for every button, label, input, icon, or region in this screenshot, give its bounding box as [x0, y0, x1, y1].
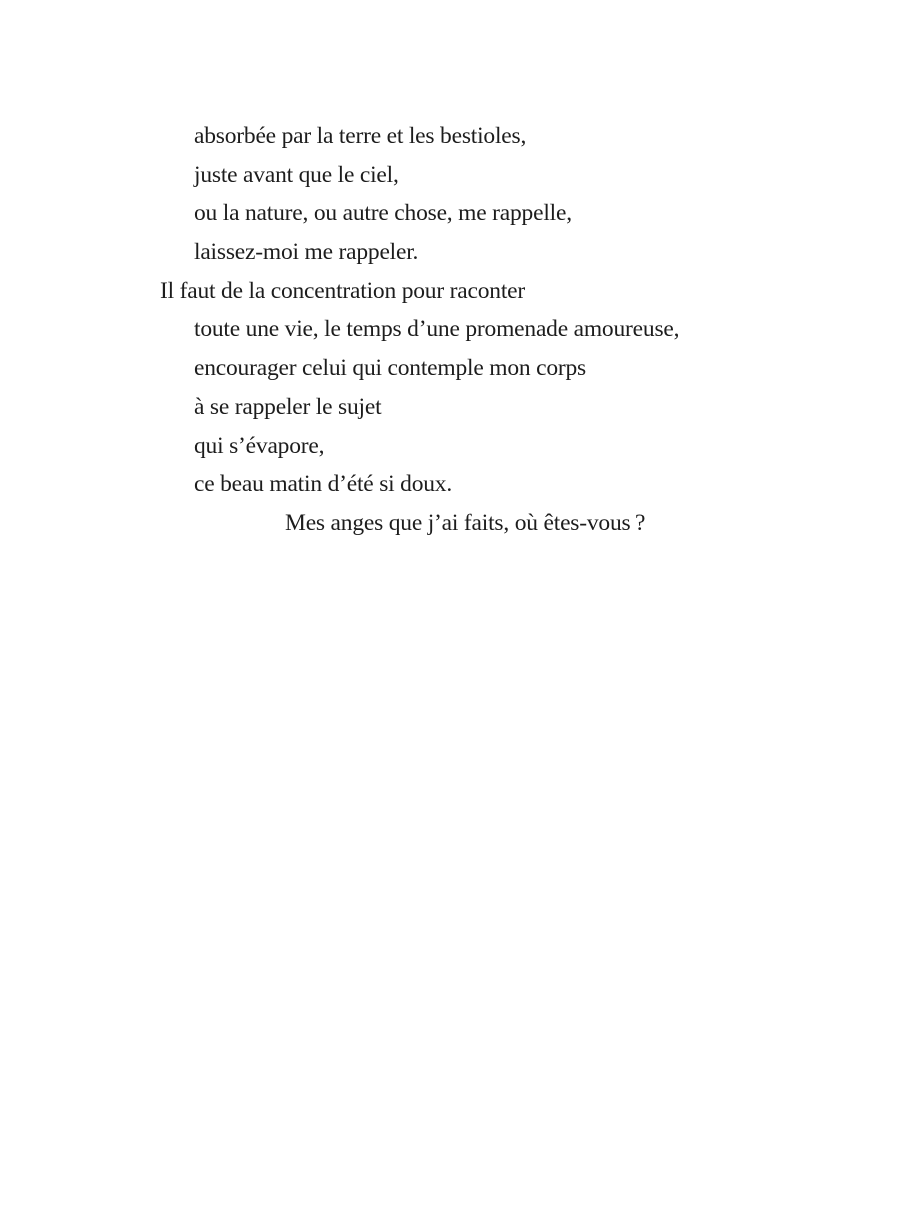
poem-line: laissez-moi me rappeler.: [194, 239, 419, 266]
poem-line: Mes anges que j’ai faits, où êtes-vous ?: [285, 509, 646, 536]
poem-line: absorbée par la terre et les bestioles,: [194, 123, 527, 149]
poem-line: qui s’évapore,: [194, 432, 325, 459]
poem-text-block: [160, 117, 820, 543]
poem-line: encourager celui qui contemple mon corps: [194, 355, 587, 382]
poem-line: toute une vie, le temps d’une promenade amoureuse,: [194, 316, 680, 343]
poem-line: ce beau matin d’été si doux.: [194, 471, 453, 498]
poem-line: Il faut de la concentration pour raconter: [160, 277, 526, 304]
poem-line: à se rappeler le sujet: [194, 393, 382, 420]
poem-line: juste avant que le ciel,: [194, 161, 399, 188]
poem-line: ou la nature, ou autre chose, me rappelle,: [194, 200, 572, 227]
